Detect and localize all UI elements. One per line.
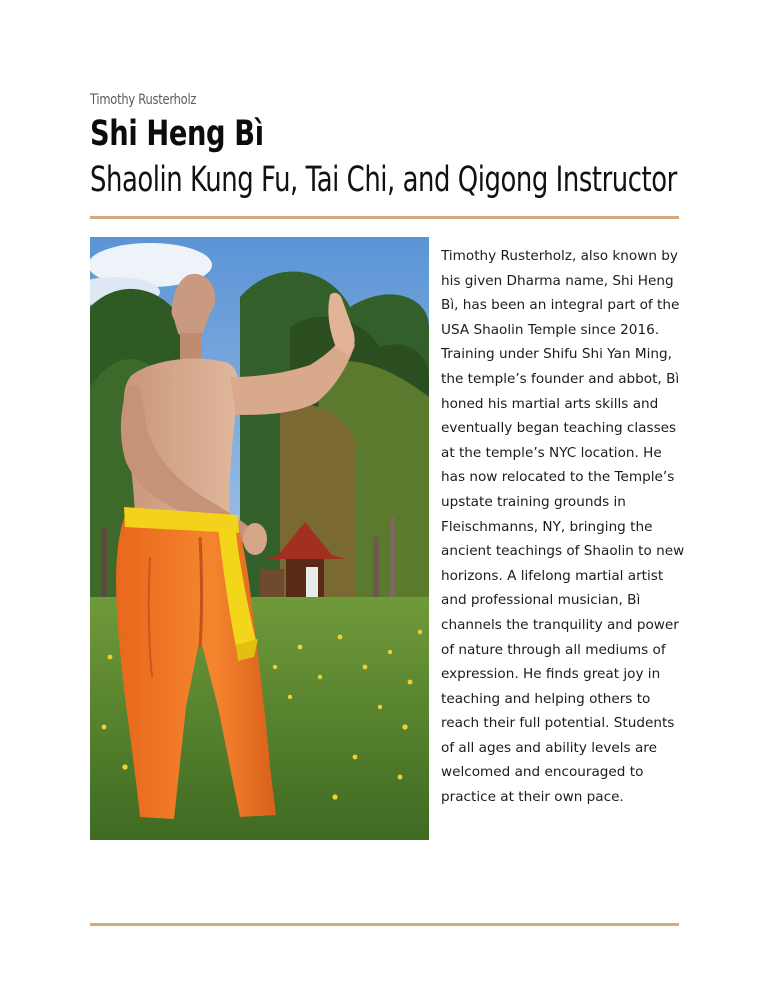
instructor-role: Shaolin Kung Fu, Tai Chi, and Qigong Instructor bbox=[90, 160, 677, 200]
bottom-divider bbox=[90, 923, 679, 926]
top-divider bbox=[90, 216, 679, 219]
instructor-name: Shi Heng Bì bbox=[90, 114, 264, 154]
instructor-photo bbox=[90, 237, 429, 840]
bio-text: Timothy Rusterholz, also known by his given Dharma name, Shi Heng Bì, has been an integral part of the USA Shaolin Temple since 2016. Training under Shifu Shi Yan Ming, the temple’s founder and abbot, Bì honed his martial arts skills and eventually began teaching classes at the temple’s NYC location. He has now relocated to the Temple’s upstate training grounds in Fleischmanns, NY, bringing the ancient teachings of Shaolin to new horizons. A lifelong martial artist and professional musician, Bì channels the tranquility and power of nature through all mediums of expression. He finds great joy in teaching and helping others to reach their full potential. Students of all ages and ability levels are welcomed and encouraged to practice at their own pace. bbox=[441, 248, 685, 806]
author-eyebrow: Timothy Rusterholz bbox=[90, 92, 197, 108]
